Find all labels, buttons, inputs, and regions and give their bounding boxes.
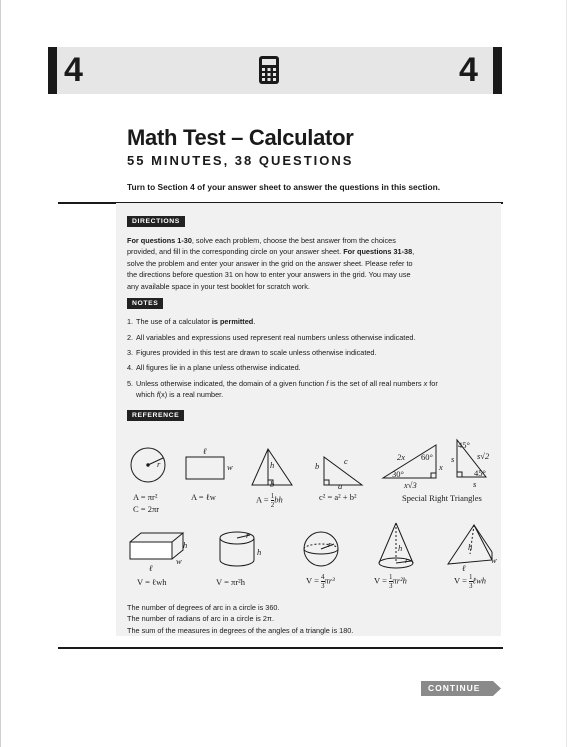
note-5-f: f bbox=[326, 379, 329, 388]
pyramid-volume-numerator: 1 bbox=[469, 573, 473, 581]
note-5-text-d: which bbox=[136, 389, 157, 399]
directions-line-3: solve the problem and enter your answer in the grid on the answer sheet. Please refer to bbox=[127, 258, 413, 268]
triangle-area-lhs: A = bbox=[256, 494, 271, 505]
note-1-number: 1. bbox=[127, 317, 134, 326]
page-left-edge bbox=[0, 0, 1, 747]
pythag-c-label: c bbox=[344, 456, 348, 466]
cylinder-r-label: r bbox=[246, 530, 250, 540]
directions-line-1: , solve each problem, choose the best answer from the choices bbox=[191, 236, 396, 245]
pyramid-h-label: h bbox=[468, 542, 473, 552]
cone-volume-denominator: 3 bbox=[389, 582, 393, 590]
sphere-volume-numerator: 4 bbox=[321, 573, 325, 581]
note-2-text: All variables and expressions used represent real numbers unless otherwise indicated. bbox=[136, 333, 416, 342]
cylinder-volume-formula: V = πr²h bbox=[216, 577, 245, 587]
directions-bold-1: For questions 1-30 bbox=[127, 236, 192, 245]
directions-line-2-end: , bbox=[412, 247, 415, 257]
box-h-label: h bbox=[183, 540, 188, 550]
reference-figures-row-2 bbox=[120, 520, 505, 580]
t45-hyp-label: s√2 bbox=[477, 451, 490, 461]
cone-r-label: r bbox=[405, 555, 409, 565]
note-4-number: 4. bbox=[127, 363, 134, 372]
box-w-label: w bbox=[176, 556, 182, 566]
t45-s-label: s bbox=[451, 454, 455, 464]
note-2-number: 2. bbox=[127, 333, 134, 342]
note-3-text: Figures provided in this test are drawn to scale unless otherwise indicated. bbox=[136, 348, 377, 357]
fact-triangle-sum: The sum of the measures in degrees of the angles of a triangle is 180. bbox=[127, 625, 354, 635]
section-header-right-bar bbox=[493, 47, 502, 94]
t45-s-bottom-label: s bbox=[473, 479, 477, 489]
circle-area-formula: A = πr² bbox=[133, 492, 158, 502]
cone-volume-numerator: 1 bbox=[389, 573, 393, 581]
t30-30-label: 30° bbox=[392, 469, 404, 479]
directions-line-5: any available space in your test booklet for scratch work. bbox=[127, 281, 310, 291]
circle-circumference-formula: C = 2πr bbox=[133, 504, 160, 514]
box-l-label: ℓ bbox=[149, 563, 153, 573]
box-volume-formula: V = ℓwh bbox=[137, 577, 167, 587]
note-5-text-b: is the set of all real numbers bbox=[328, 379, 424, 388]
directions-text bbox=[127, 235, 467, 292]
sphere-volume-formula bbox=[306, 573, 335, 590]
directions-bold-2: For questions 31-38 bbox=[343, 247, 413, 257]
note-3-number: 3. bbox=[127, 348, 134, 357]
bottom-divider bbox=[58, 647, 503, 649]
cone-h-label: h bbox=[398, 543, 403, 553]
rectangle-l-label: ℓ bbox=[203, 446, 207, 456]
section-instruction: Turn to Section 4 of your answer sheet to answer the questions in this section. bbox=[127, 182, 441, 192]
fact-degrees: The number of degrees of arc in a circle is 360. bbox=[127, 603, 280, 612]
note-1-bold: is permitted bbox=[211, 317, 254, 326]
note-5-number: 5. bbox=[127, 379, 134, 388]
t30-60-label: 60° bbox=[421, 452, 433, 462]
note-4 bbox=[127, 363, 477, 374]
circle-r-label: r bbox=[157, 459, 161, 469]
t30-base-label: x√3 bbox=[404, 480, 417, 490]
note-5-text-a: Unless otherwise indicated, the domain of a given function bbox=[136, 379, 327, 388]
pyramid-w-label: w bbox=[491, 555, 497, 565]
pythagorean-formula: c² = a² + b² bbox=[319, 492, 357, 502]
rectangle-w-label: w bbox=[227, 462, 233, 472]
reference-facts bbox=[127, 602, 467, 636]
t30-x-label: x bbox=[439, 462, 443, 472]
pyramid-volume-denominator: 3 bbox=[469, 582, 473, 590]
note-5-text-e: (x) is a real number. bbox=[158, 389, 224, 399]
sphere-r-label: r bbox=[328, 539, 332, 549]
test-title: Math Test – Calculator bbox=[127, 125, 354, 150]
sphere-figure bbox=[304, 532, 338, 566]
sphere-volume-rhs: πr³ bbox=[324, 575, 335, 586]
continue-label: CONTINUE bbox=[428, 683, 481, 693]
note-4-text: All figures lie in a plane unless otherwise indicated. bbox=[136, 363, 301, 372]
triangle-h-label: h bbox=[270, 460, 275, 470]
pythag-b-label: b bbox=[315, 461, 320, 471]
pythag-a-label: a bbox=[338, 481, 343, 491]
calculator-icon bbox=[258, 55, 280, 90]
special-right-triangles-label: Special Right Triangles bbox=[402, 493, 482, 503]
directions-line-2: provided, and fill in the corresponding circle on your answer sheet. bbox=[127, 247, 344, 257]
note-1-end: . bbox=[253, 317, 256, 326]
note-1 bbox=[127, 317, 477, 328]
cylinder-h-label: h bbox=[257, 547, 262, 557]
directions-line-4: the directions before question 31 on how to enter your answers in the grid. You may use bbox=[127, 270, 411, 280]
triangle-area-formula bbox=[256, 492, 283, 509]
note-3 bbox=[127, 348, 477, 359]
note-5-fx: f bbox=[156, 389, 159, 399]
note-5-text-c: for bbox=[427, 379, 438, 388]
section-header-left-bar bbox=[48, 47, 57, 94]
notes-tag: NOTES bbox=[127, 298, 163, 309]
triangle-b-label: b bbox=[270, 479, 275, 489]
pyramid-volume-lhs: V = bbox=[454, 575, 470, 586]
cone-volume-rhs: πr²h bbox=[392, 575, 407, 586]
sphere-volume-denominator: 3 bbox=[321, 582, 325, 590]
reference-tag: REFERENCE bbox=[127, 410, 184, 421]
t30-hyp-label: 2x bbox=[397, 452, 406, 462]
note-5 bbox=[127, 379, 477, 400]
cone-volume-lhs: V = bbox=[374, 575, 390, 586]
rectangle-area-formula: A = ℓw bbox=[191, 492, 216, 502]
rectangle-figure bbox=[186, 457, 224, 479]
note-2 bbox=[127, 333, 477, 344]
note-1-text: The use of a calculator bbox=[136, 317, 212, 326]
test-subtitle: 55 MINUTES, 38 QUESTIONS bbox=[127, 153, 354, 168]
sphere-volume-lhs: V = bbox=[306, 575, 322, 586]
section-number-right: 4 bbox=[459, 51, 478, 89]
fact-radians: The number of radians of arc in a circle is 2π. bbox=[127, 614, 274, 624]
right-triangle-figure bbox=[324, 457, 362, 485]
cone-volume-formula bbox=[374, 573, 407, 590]
pyramid-l-label: ℓ bbox=[462, 563, 466, 573]
triangle-area-denominator: 2 bbox=[270, 501, 275, 509]
section-number-left: 4 bbox=[64, 51, 83, 89]
triangle-area-numerator: 1 bbox=[270, 492, 275, 500]
pyramid-volume-formula bbox=[454, 573, 486, 590]
t45-top-angle-label: 45° bbox=[458, 440, 470, 450]
directions-tag: DIRECTIONS bbox=[127, 216, 185, 227]
reference-figures-row-1 bbox=[120, 430, 500, 520]
t45-bottom-angle-label: 45° bbox=[474, 468, 486, 478]
note-5-x: x bbox=[423, 379, 428, 388]
pyramid-volume-rhs: ℓwh bbox=[472, 575, 486, 586]
triangle-area-rhs: bh bbox=[274, 494, 283, 505]
